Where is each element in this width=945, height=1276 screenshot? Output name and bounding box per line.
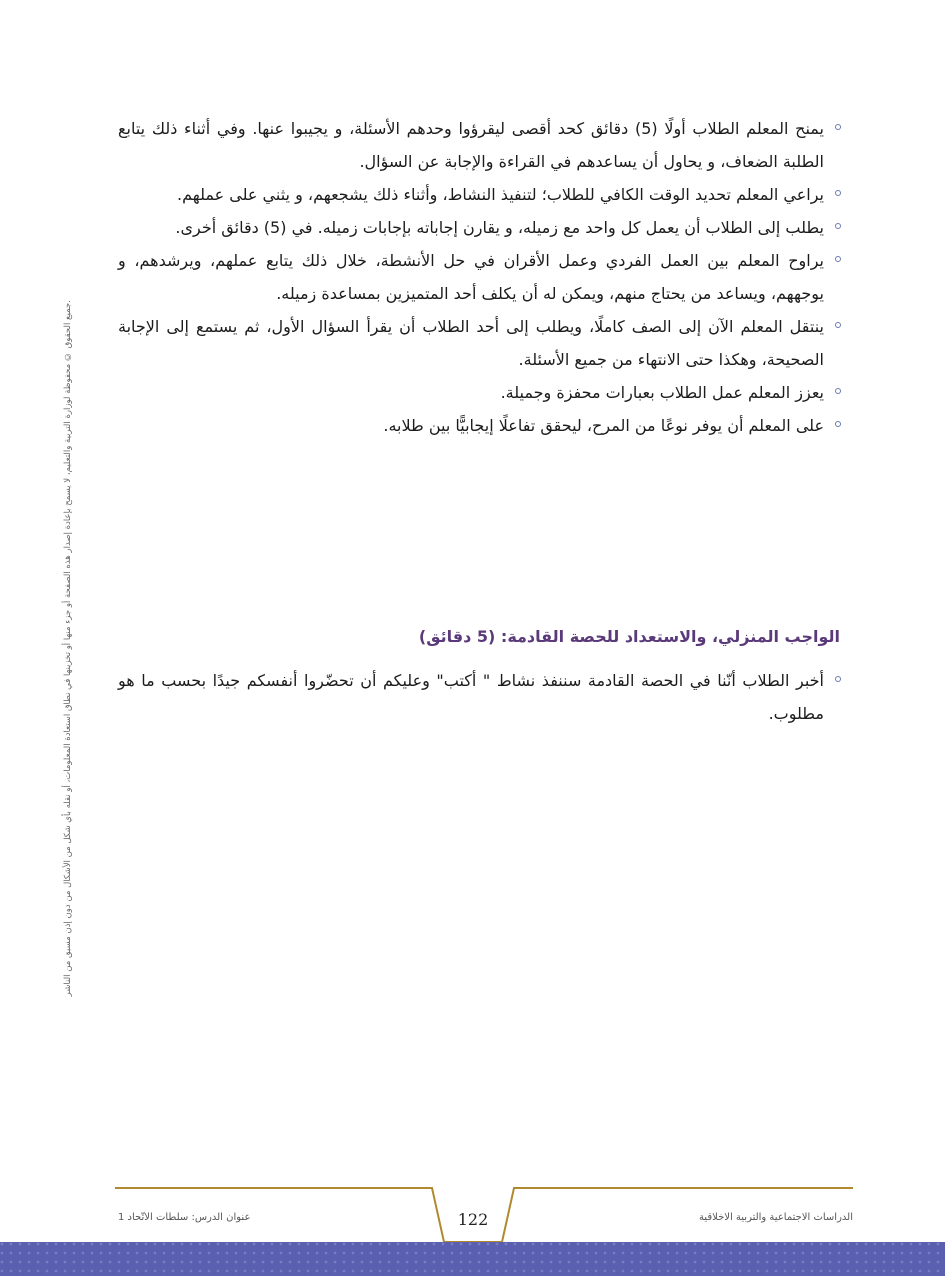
copyright-side-note: جميع الحقوق © محفوظة لوزارة التربية والتعليم، لا يسمح بإعادة إصدار هذه الصفحة أو جزء منها أو تخزينها في نطاق استعادة المعلومات، أو نقله بأي شكل من الأشكال من دون إذن مسبق من الناشر.	[63, 300, 73, 997]
ring-bullet-icon	[835, 421, 841, 427]
ring-bullet-icon	[835, 223, 841, 229]
list-item-text: يطلب إلى الطلاب أن يعمل كل واحد مع زميله، و يقارن إجاباته بإجابات زميله. في (5) دقائق أخرى.	[175, 218, 824, 237]
homework-list	[118, 664, 840, 730]
list-item	[118, 211, 840, 244]
main-content	[118, 112, 840, 442]
ring-bullet-icon	[835, 256, 841, 262]
ring-bullet-icon	[835, 388, 841, 394]
list-item	[118, 376, 840, 409]
instruction-list	[118, 112, 840, 442]
list-item	[118, 244, 840, 310]
list-item	[118, 664, 840, 730]
ring-bullet-icon	[835, 124, 841, 130]
list-item-text: على المعلم أن يوفر نوعًا من المرح، ليحقق تفاعلًا إيجابيًّا بين طلابه.	[383, 416, 824, 435]
page-number: 122	[457, 1210, 489, 1229]
list-item-text: يراعي المعلم تحديد الوقت الكافي للطلاب؛ لتنفيذ النشاط، وأثناء ذلك يشجعهم، و يثني على عملهم.	[177, 185, 824, 204]
list-item	[118, 310, 840, 376]
homework-text: أخبر الطلاب أنّنا في الحصة القادمة سننفذ نشاط " أكتب" وعليكم أن تحضّروا أنفسكم جيدًا بحسب ما هو مطلوب.	[118, 671, 824, 723]
ring-bullet-icon	[835, 676, 841, 682]
book-title: الدراسات الاجتماعية والتربية الاخلاقية	[698, 1212, 853, 1223]
list-item-text: يراوح المعلم بين العمل الفردي وعمل الأقران في حل الأنشطة، خلال ذلك يتابع عملهم، ويرشدهم، و يوجههم، ويساعد من يحتاج منهم، ويمكن له أن يكلف أحد المتميزين بمساعدة زميله.	[118, 251, 824, 303]
list-item	[118, 409, 840, 442]
ring-bullet-icon	[835, 322, 841, 328]
list-item-text: ينتقل المعلم الآن إلى الصف كاملًا، ويطلب إلى أحد الطلاب أن يقرأ السؤال الأول، ثم يستمع إلى الإجابة الصحيحة، وهكذا حتى الانتهاء من جميع الأسئلة.	[118, 317, 824, 369]
homework-heading: الواجب المنزلي، والاستعداد للحصة القادمة: (5 دقائق)	[418, 627, 840, 646]
homework-section	[118, 664, 840, 730]
list-item	[118, 112, 840, 178]
list-item	[118, 178, 840, 211]
bottom-pattern-band	[0, 1242, 945, 1276]
ring-bullet-icon	[835, 190, 841, 196]
list-item-text: يمنح المعلم الطلاب أولًا (5) دقائق كحد أقصى ليقرؤوا وحدهم الأسئلة، و يجيبوا عنها. وفي أثناء ذلك يتابع الطلبة الضعاف، و يحاول أن يساعدهم في القراءة والإجابة عن السؤال.	[118, 119, 825, 171]
lesson-title: عنوان الدرس: سلطات الاتّحاد 1	[118, 1212, 251, 1223]
list-item-text: يعزز المعلم عمل الطلاب بعبارات محفزة وجميلة.	[500, 383, 824, 402]
